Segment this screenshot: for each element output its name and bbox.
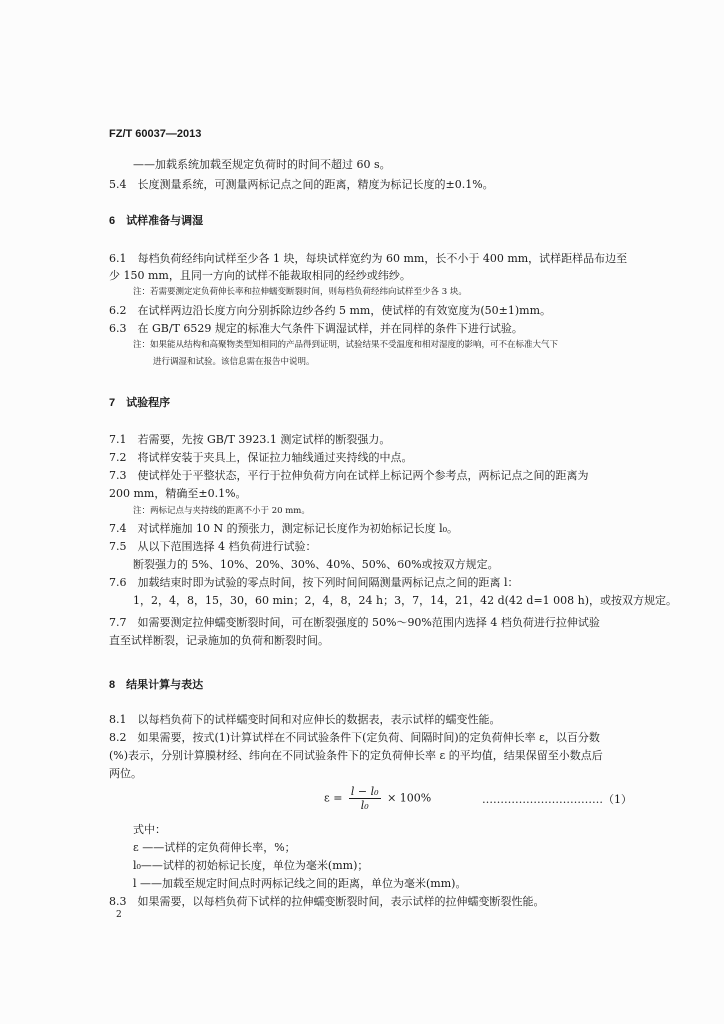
clause-5-4: 5.4 长度测量系统，可测量两标记点之间的距离，精度为标记长度的±0.1%。 bbox=[109, 178, 494, 191]
section-6-heading: 6 试样准备与调湿 bbox=[109, 215, 204, 227]
clause-8-1: 8.1 以每档负荷下的试样蠕变时间和对应伸长的数据表，表示试样的蠕变性能。 bbox=[109, 713, 501, 726]
symbol-l-def: l ——加载至规定时间点时两标记线之间的距离，单位为毫米(mm)。 bbox=[133, 877, 467, 890]
section-7-heading: 7 试验程序 bbox=[109, 397, 171, 409]
clause-7-7-line1: 7.7 如需要测定拉伸蠕变断裂时间，可在断裂强度的 50%～90%范围内选择 4 档负荷进行拉伸试验 bbox=[109, 616, 600, 629]
clause-7-6-line2: 1，2，4，8，15，30，60 min；2，4，8，24 h；3，7，14，21，42 d(42 d=1 008 h)，或按双方规定。 bbox=[133, 594, 678, 607]
clause-7-2: 7.2 将试样安装于夹具上，保证拉力轴线通过夹持线的中点。 bbox=[109, 451, 413, 464]
clause-6-1-line2: 少 150 mm，且同一方向的试样不能裁取相同的经纱或纬纱。 bbox=[109, 269, 411, 282]
clause-6-2: 6.2 在试样两边沿长度方向分别拆除边纱各约 5 mm，使试样的有效宽度为(50±1)mm。 bbox=[109, 304, 552, 317]
standard-code-header: FZ/T 60037—2013 bbox=[109, 128, 202, 140]
clause-8-2-line3: 两位。 bbox=[109, 767, 142, 780]
clause-7-4: 7.4 对试样施加 10 N 的预张力，测定标记长度作为初始标记长度 l₀。 bbox=[109, 522, 459, 535]
formula-denominator: l₀ bbox=[360, 799, 369, 812]
loading-time-line: ——加载系统加载至规定负荷时的时间不超过 60 s。 bbox=[133, 158, 391, 171]
clause-8-2-line2: (%)表示，分别计算膜材经、纬向在不同试验条件下的定负荷伸长率 ε 的平均值，结果保留至小数点后 bbox=[109, 749, 603, 762]
section-8-heading: 8 结果计算与表达 bbox=[109, 679, 204, 691]
clause-7-5-line2: 断裂强力的 5%、10%、20%、30%、40%、50%、60%或按双方规定。 bbox=[133, 558, 499, 571]
symbol-l0-def: l₀——试样的初始标记长度，单位为毫米(mm)； bbox=[133, 859, 369, 872]
page-number: 2 bbox=[116, 910, 122, 920]
clause-8-3: 8.3 如果需要，以每档负荷下试样的拉伸蠕变断裂时间，表示试样的拉伸蠕变断裂性能。 bbox=[109, 895, 545, 908]
note-6-1: 注：若需要测定定负荷伸长率和拉伸蠕变断裂时间，则每档负荷经纬向试样至少各 3 块。 bbox=[133, 287, 467, 297]
formula-rhs: × 100% bbox=[387, 791, 432, 805]
formula-1 bbox=[324, 785, 431, 812]
note-7-3: 注：两标记点与夹持线的距离不小于 20 mm。 bbox=[133, 506, 310, 516]
clause-7-1: 7.1 若需要，先按 GB/T 3923.1 测定试样的断裂强力。 bbox=[109, 433, 391, 446]
formula-lhs: ε = bbox=[324, 791, 343, 805]
clause-7-7-line2: 直至试样断裂，记录施加的负荷和断裂时间。 bbox=[109, 634, 329, 647]
clause-8-2-line1: 8.2 如果需要，按式(1)计算试样在不同试验条件下(定负荷、间隔时间)的定负荷伸长率 ε，以百分数 bbox=[109, 731, 600, 744]
clause-7-5-line1: 7.5 从以下范围选择 4 档负荷进行试验： bbox=[109, 540, 317, 553]
formula-fraction bbox=[349, 785, 381, 812]
clause-7-6-line1: 7.6 加载结束时即为试验的零点时间，按下列时间间隔测量两标记点之间的距离 l： bbox=[109, 576, 519, 589]
clause-6-3: 6.3 在 GB/T 6529 规定的标准大气条件下调湿试样，并在同样的条件下进行试验。 bbox=[109, 322, 523, 335]
formula-number: ……………………………（1） bbox=[482, 793, 632, 806]
where-label: 式中： bbox=[133, 823, 166, 836]
clause-7-3-line1: 7.3 使试样处于平整状态，平行于拉伸负荷方向在试样上标记两个参考点，两标记点之间的距离为 bbox=[109, 469, 589, 482]
formula-numerator: l − l₀ bbox=[350, 785, 379, 798]
clause-7-3-line2: 200 mm，精确至±0.1%。 bbox=[109, 487, 247, 500]
symbol-epsilon-def: ε ——试样的定负荷伸长率，%； bbox=[133, 841, 296, 854]
note-6-3-line1: 注：如果能从结构和高聚物类型知相同的产品得到证明，试验结果不受温度和相对湿度的影响，可不在标准大气下 bbox=[133, 340, 559, 350]
note-6-3-line2: 进行调湿和试验。该信息需在报告中说明。 bbox=[153, 357, 315, 367]
clause-6-1-line1: 6.1 每档负荷经纬向试样至少各 1 块，每块试样宽约为 60 mm，长不小于 400 mm，试样距样品布边至 bbox=[109, 252, 628, 265]
